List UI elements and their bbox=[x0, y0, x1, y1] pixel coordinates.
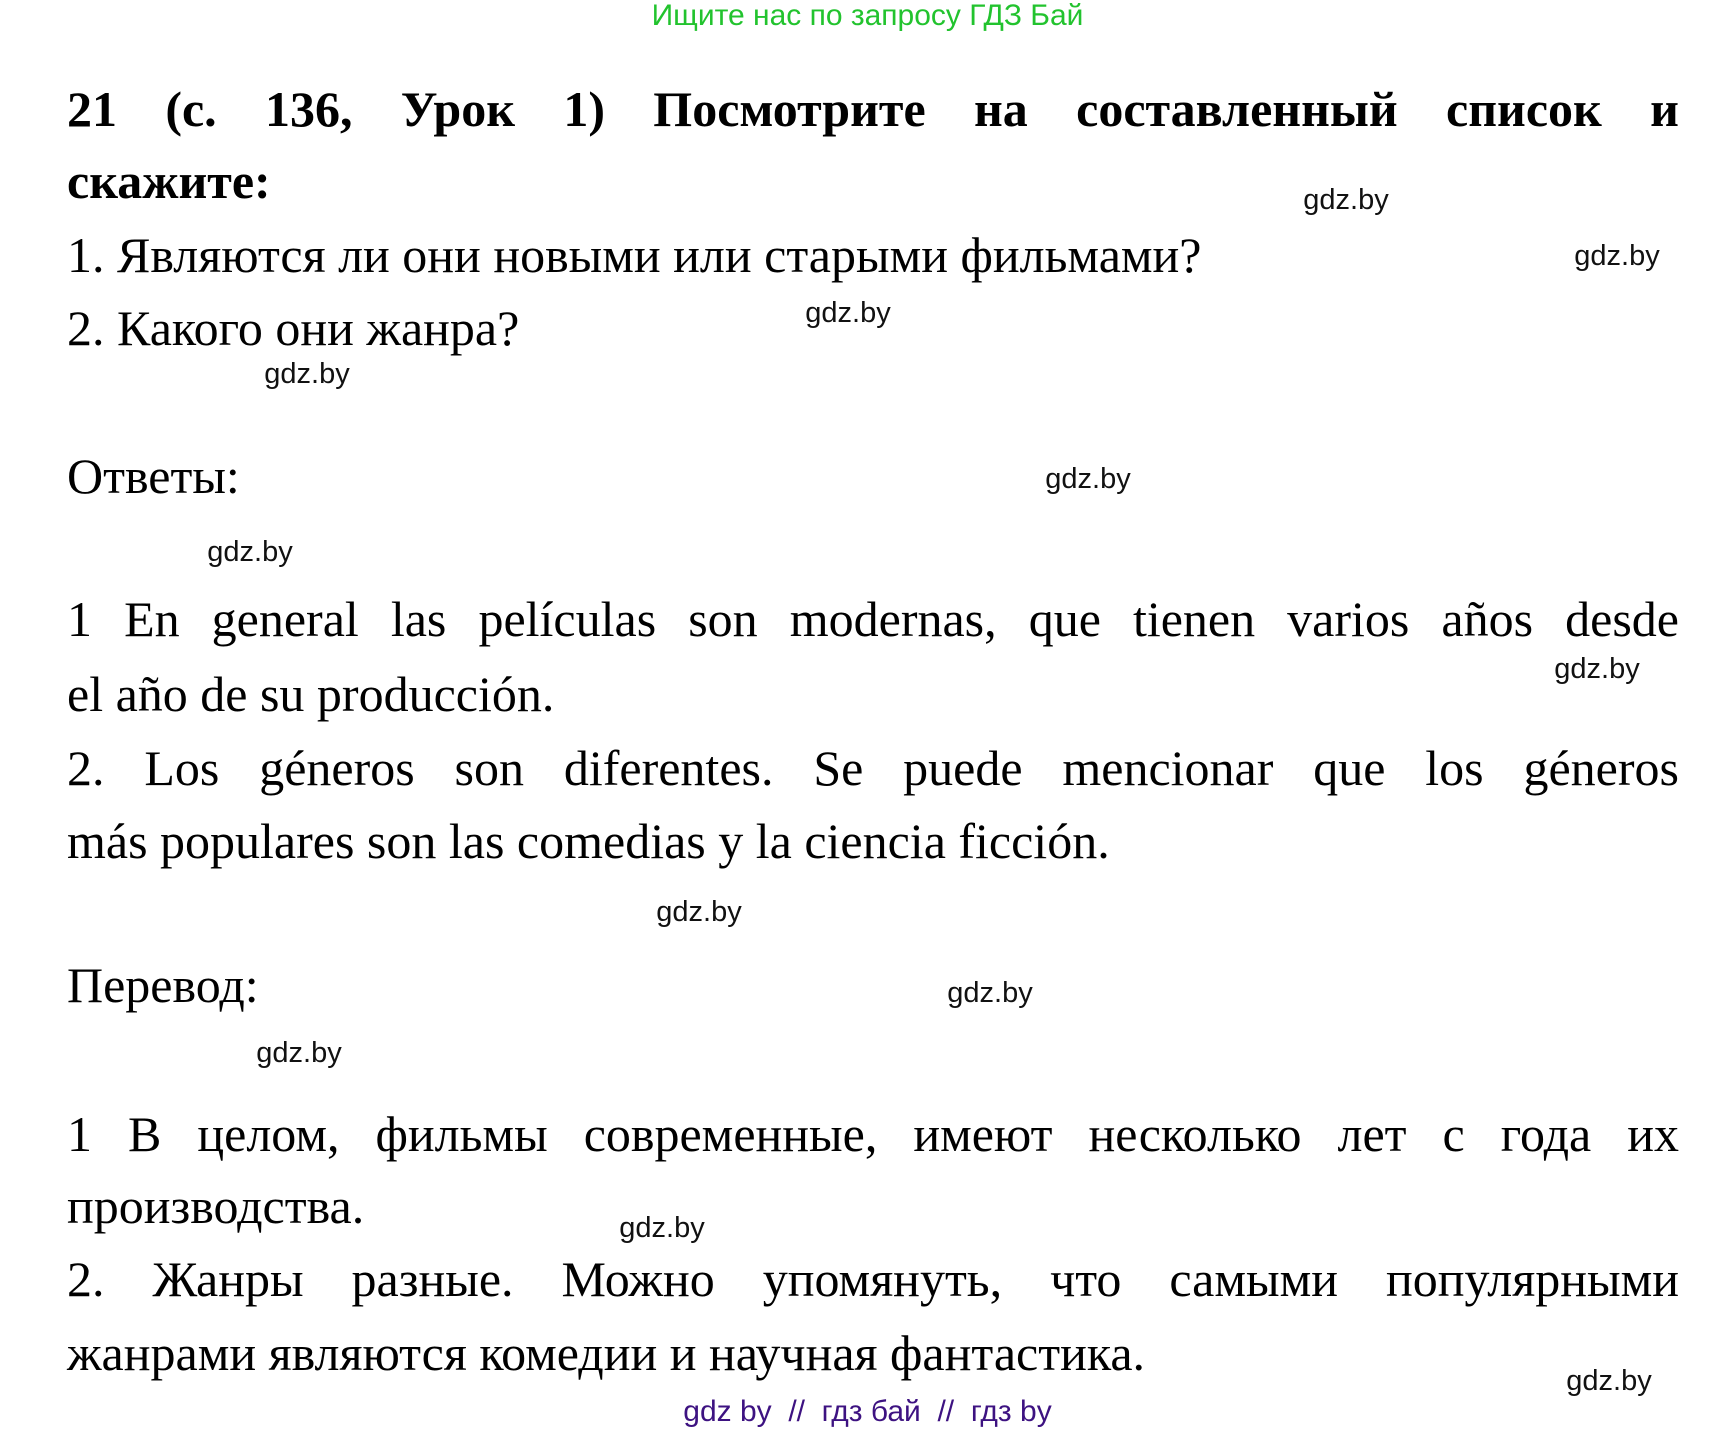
watermark: gdz.by bbox=[619, 1212, 705, 1244]
watermark: gdz.by bbox=[264, 358, 350, 390]
watermark: gdz.by bbox=[1574, 240, 1660, 272]
watermark: gdz.by bbox=[1303, 184, 1389, 216]
translation-line-2: производства. bbox=[67, 1178, 365, 1234]
watermark: gdz.by bbox=[1045, 463, 1131, 495]
watermark: gdz.by bbox=[656, 896, 742, 928]
watermark: gdz.by bbox=[207, 536, 293, 568]
question-2: 2. Какого они жанра? bbox=[67, 300, 520, 356]
answers-heading: Ответы: bbox=[67, 448, 240, 504]
answer-line-2: el año de su producción. bbox=[67, 666, 555, 722]
watermark: gdz.by bbox=[1554, 653, 1640, 685]
footer-site-links: gdz by // гдз бай // гдз by bbox=[683, 1395, 1052, 1428]
translation-line-4: жанрами являются комедии и научная фантастика. bbox=[67, 1325, 1146, 1381]
question-1: 1. Являются ли они новыми или старыми фильмами? bbox=[67, 227, 1202, 283]
watermark: gdz.by bbox=[947, 977, 1033, 1009]
task-title-line-2: скажите: bbox=[67, 153, 271, 209]
translation-line-1: 1 В целом, фильмы современные, имеют несколько лет с года их bbox=[67, 1106, 1679, 1162]
answer-line-4: más populares son las comedias y la ciencia ficción. bbox=[67, 813, 1110, 869]
task-title-line-1: 21 (с. 136, Урок 1) Посмотрите на составленный список и bbox=[67, 81, 1679, 137]
watermark: gdz.by bbox=[1566, 1365, 1652, 1397]
translation-line-3: 2. Жанры разные. Можно упомянуть, что самыми популярными bbox=[67, 1251, 1679, 1307]
translation-heading: Перевод: bbox=[67, 957, 259, 1013]
answer-line-1: 1 En general las películas son modernas, que tienen varios años desde bbox=[67, 591, 1679, 647]
watermark: gdz.by bbox=[256, 1037, 342, 1069]
search-hint-banner: Ищите нас по запросу ГДЗ Бай bbox=[651, 0, 1084, 32]
watermark: gdz.by bbox=[805, 297, 891, 329]
answer-line-3: 2. Los géneros son diferentes. Se puede mencionar que los géneros bbox=[67, 740, 1679, 796]
